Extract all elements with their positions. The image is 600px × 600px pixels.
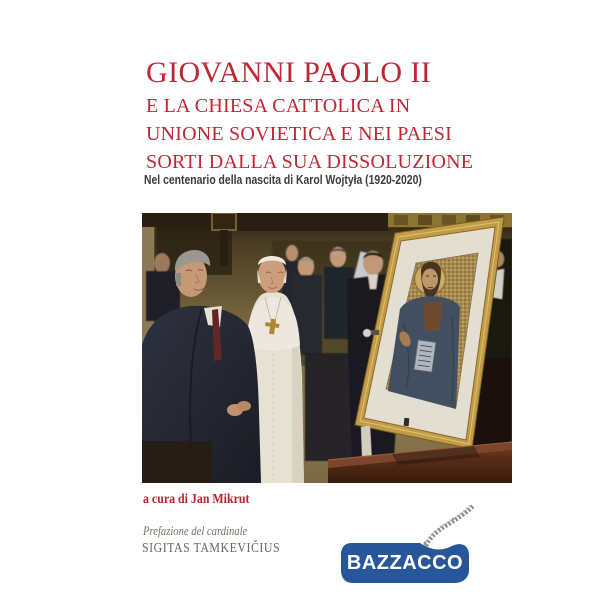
cover-photo (142, 213, 512, 483)
book-title-continuation (146, 92, 473, 176)
publisher-logo (340, 542, 470, 583)
title-line-3: UNIONE SOVIETICA E NEI PAESI (146, 123, 452, 145)
book-subtitle: Nel centenario della nascita di Karol Wojtyła (1920-2020) (144, 172, 422, 187)
preface-author: SIGITAS TAMKEVIČIUS (142, 541, 281, 556)
editor-line: a cura di Jan Mikrut (143, 492, 250, 507)
preface-label: Prefazione del cardinale (143, 524, 248, 538)
title-line-2: E LA CHIESA CATTOLICA IN (146, 95, 411, 117)
publisher-logo-flourish (398, 503, 478, 547)
publisher-name: BAZZACCO (346, 551, 464, 574)
title-line-4: SORTI DALLA SUA DISSOLUZIONE (146, 151, 474, 173)
book-title: GIOVANNI PAOLO II (146, 56, 432, 89)
cover-photo-illustration (142, 213, 512, 483)
